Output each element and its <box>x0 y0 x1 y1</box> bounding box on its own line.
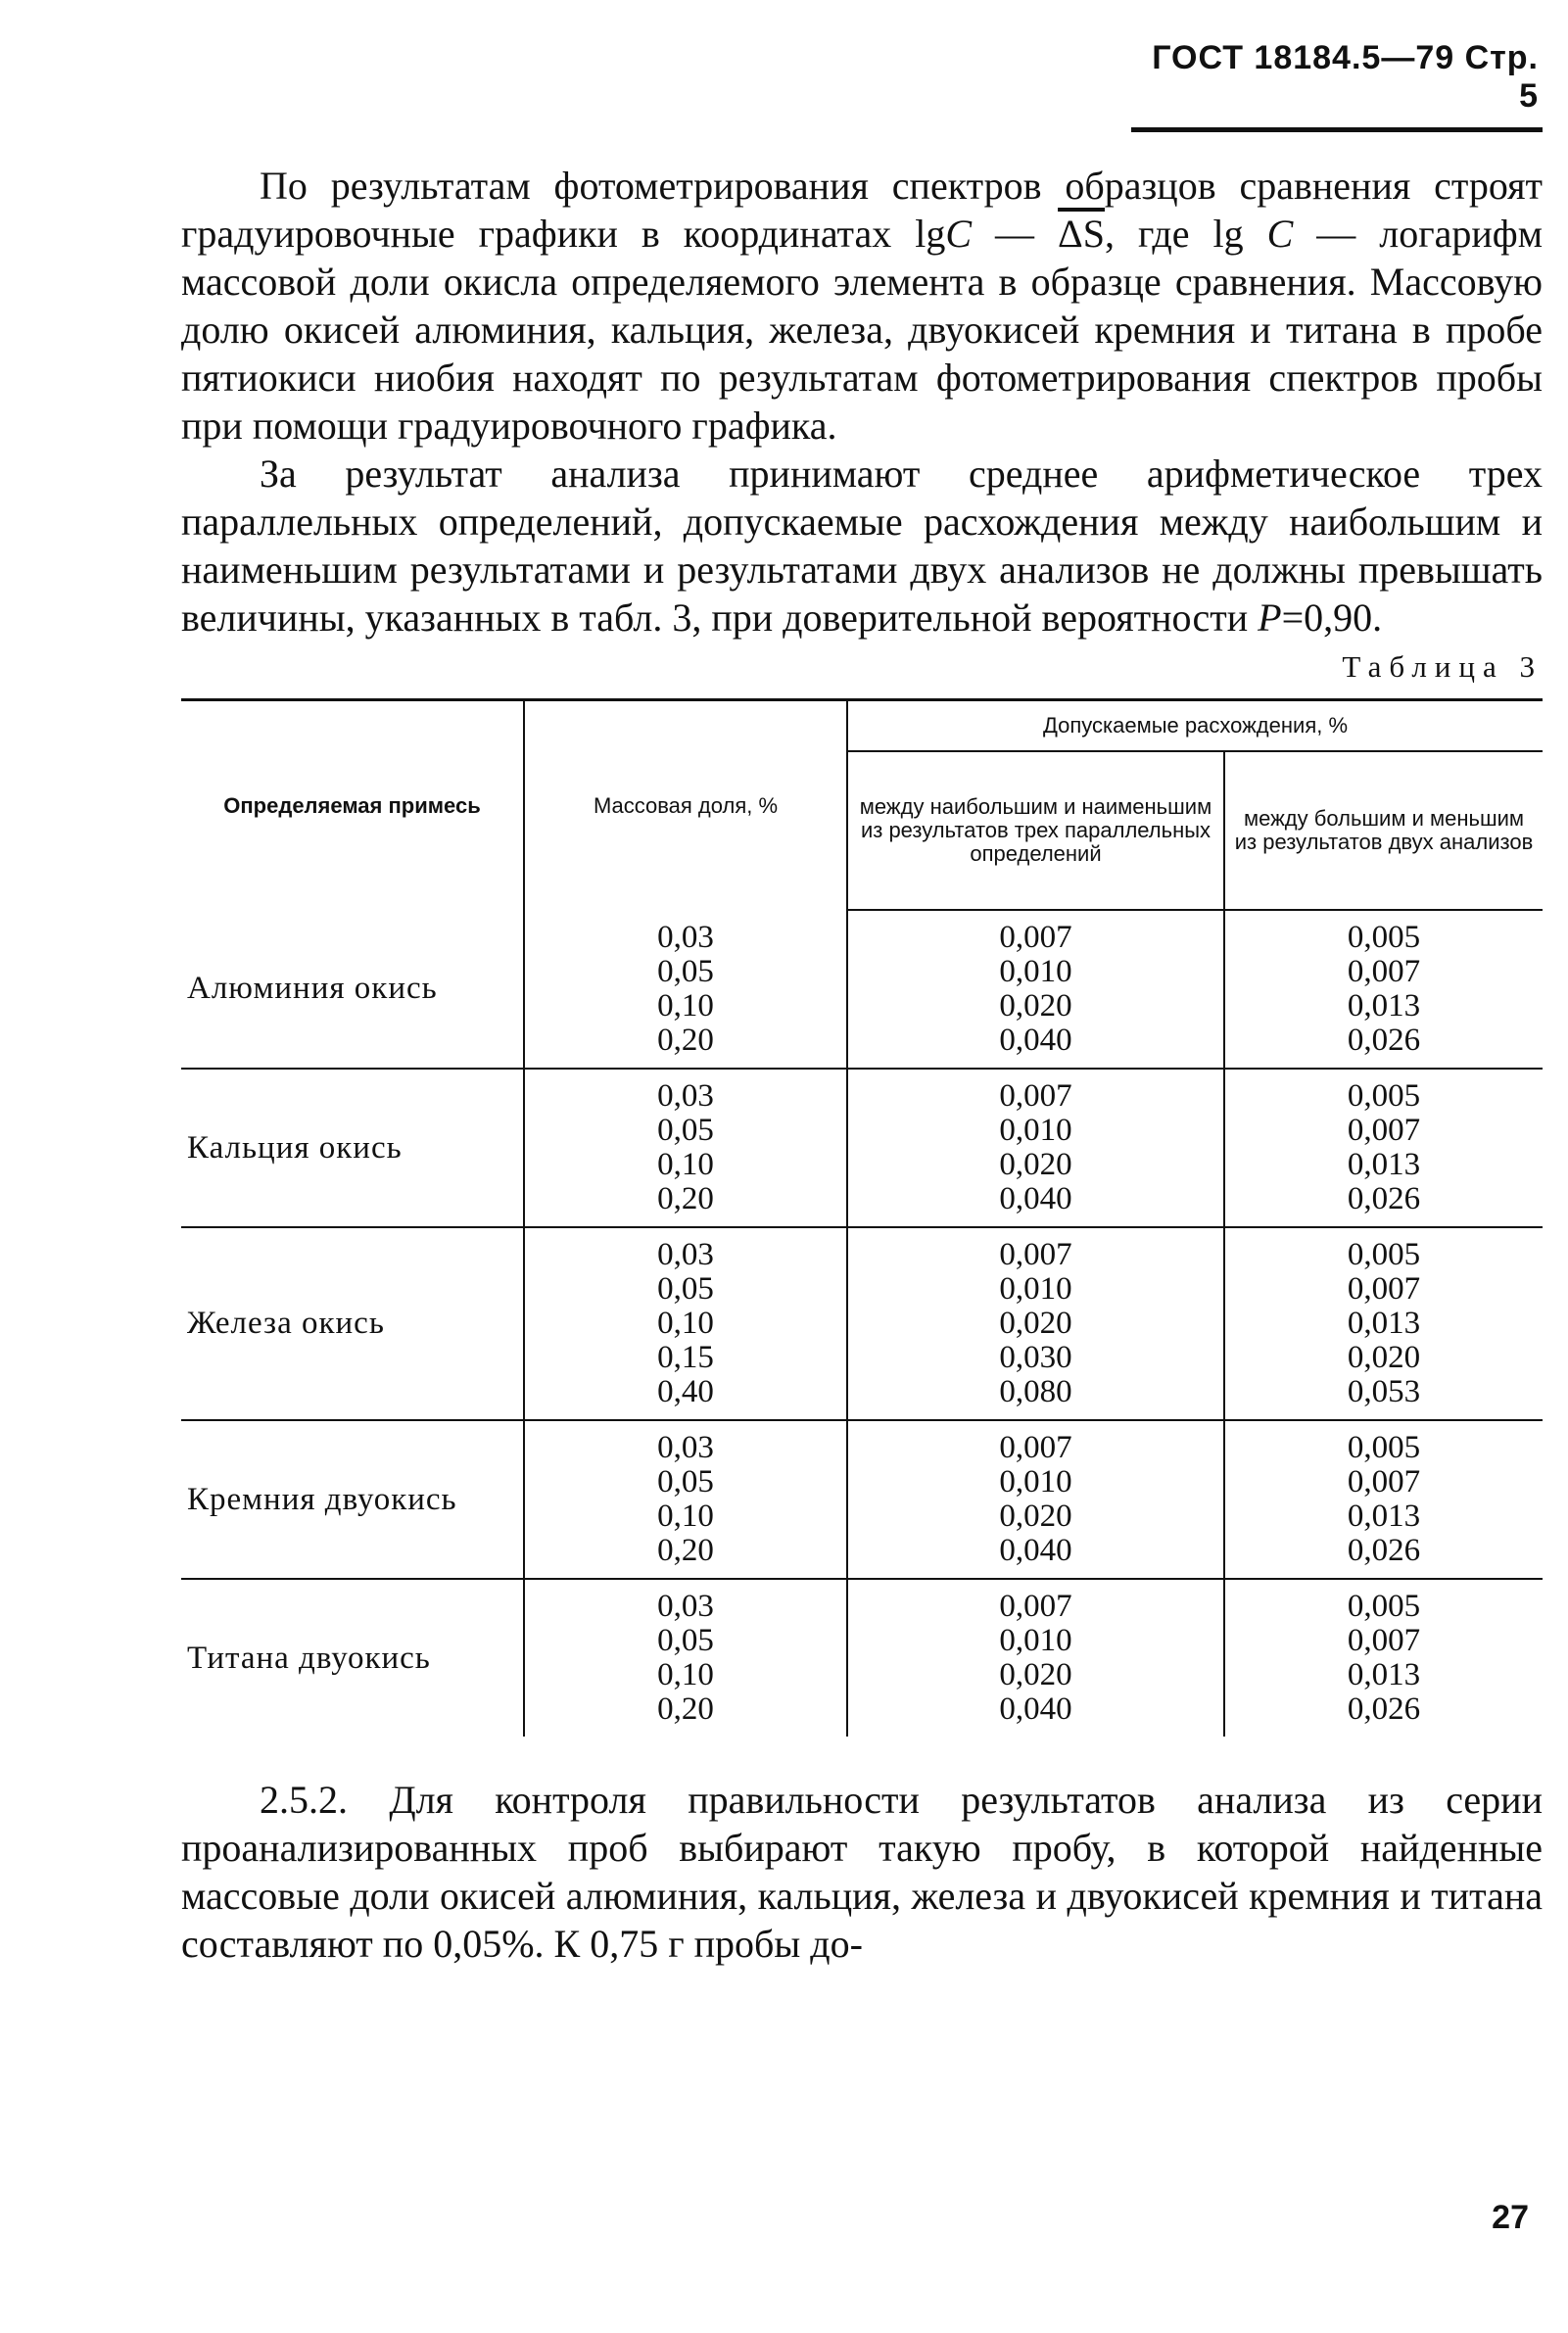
value-three: 0,007 <box>999 1589 1072 1624</box>
impurity-name: Кальция окись <box>181 1069 524 1227</box>
value-three: 0,080 <box>999 1374 1072 1409</box>
impurity-name: Алюминия окись <box>181 910 524 1069</box>
value-two: 0,013 <box>1347 1657 1421 1692</box>
value-two: 0,013 <box>1347 1499 1421 1534</box>
value-mass: 0,03 <box>657 1237 714 1272</box>
value-three: 0,020 <box>999 1499 1072 1534</box>
value-mass: 0,05 <box>657 1464 714 1500</box>
page-number: 27 <box>1492 2199 1529 2236</box>
value-two: 0,013 <box>1347 988 1421 1024</box>
table-body <box>181 910 1543 1737</box>
value-mass: 0,20 <box>657 1181 714 1216</box>
table-caption: Таблица 3 <box>1342 649 1543 684</box>
table-row <box>181 1227 1543 1420</box>
value-two: 0,005 <box>1347 920 1421 955</box>
value-three: 0,007 <box>999 1237 1072 1272</box>
value-three: 0,020 <box>999 1147 1072 1182</box>
table-row <box>181 1420 1543 1579</box>
value-three: 0,020 <box>999 1657 1072 1692</box>
value-mass: 0,05 <box>657 953 714 989</box>
paragraph-result-part2: =0,90. <box>1281 595 1383 640</box>
tolerance-table <box>181 698 1543 1737</box>
value-three: 0,010 <box>999 1623 1072 1658</box>
value-two: 0,007 <box>1347 954 1421 989</box>
value-two: 0,007 <box>1347 1271 1421 1307</box>
value-two: 0,007 <box>1347 1464 1421 1500</box>
value-mass: 0,03 <box>657 1589 714 1624</box>
paragraph-control: 2.5.2. Для контроля правильности результатов анализа из серии проанализированных проб выбирают такую пробу, в которой найденные массовые доли окисей алюминия, кальция, железа и двуокисей кремния и титана составляют по 0,05%. К 0,75 г пробы до- <box>181 1778 1543 1966</box>
value-two: 0,007 <box>1347 1113 1421 1148</box>
cell-mass <box>524 1420 847 1579</box>
header-impurity: Определяемая примесь <box>181 700 524 911</box>
cell-two <box>1224 1227 1543 1420</box>
cell-two <box>1224 910 1543 1069</box>
value-three: 0,030 <box>999 1340 1072 1375</box>
impurity-name: Кремния двуокись <box>181 1420 524 1579</box>
value-two: 0,005 <box>1347 1430 1421 1465</box>
value-three: 0,040 <box>999 1533 1072 1568</box>
value-mass: 0,10 <box>657 1147 714 1182</box>
value-three: 0,010 <box>999 1464 1072 1500</box>
value-mass: 0,20 <box>657 1533 714 1568</box>
cell-two <box>1224 1420 1543 1579</box>
value-mass: 0,20 <box>657 1691 714 1727</box>
value-mass: 0,03 <box>657 1430 714 1465</box>
cell-two <box>1224 1579 1543 1737</box>
impurity-name: Титана двуокись <box>187 1640 431 1676</box>
variable-p: P <box>1258 595 1282 640</box>
variable-delta-s: $\overline{\Delta S}$ <box>1058 212 1106 256</box>
value-two: 0,013 <box>1347 1306 1421 1341</box>
table-row <box>181 1579 1543 1737</box>
value-three: 0,007 <box>999 1078 1072 1114</box>
table-row <box>181 910 1543 1069</box>
table-row <box>181 1069 1543 1227</box>
value-three: 0,020 <box>999 988 1072 1024</box>
cell-mass <box>524 1227 847 1420</box>
value-two: 0,020 <box>1347 1340 1421 1375</box>
cell-mass <box>524 1069 847 1227</box>
cell-two <box>1224 1069 1543 1227</box>
cell-mass <box>524 1579 847 1737</box>
cell-mass <box>524 910 847 1069</box>
paragraph-calibration-part3: — логарифм массовой доли окисла определяемого элемента в образце сравнения. Массовую долю окисей алюминия, кальция, железа, двуокисей кремния и титана в пробе пятиокиси ниобия находят по результатам фотометрирования спектров пробы при помощи градуировочного графика. <box>181 212 1544 448</box>
paragraph-calibration-part2: , где lg <box>1105 212 1267 256</box>
header-between-three: между наибольшим и наименьшим из результатов трех параллельных определений <box>847 751 1224 910</box>
value-two: 0,053 <box>1347 1374 1421 1409</box>
document-page <box>181 39 1543 1968</box>
dash: — <box>972 212 1059 256</box>
value-mass: 0,05 <box>657 1113 714 1148</box>
value-mass: 0,10 <box>657 1306 714 1341</box>
value-two: 0,005 <box>1347 1237 1421 1272</box>
value-three: 0,040 <box>999 1023 1072 1058</box>
value-mass: 0,20 <box>657 1022 714 1058</box>
value-mass: 0,40 <box>657 1374 714 1409</box>
value-three: 0,040 <box>999 1181 1072 1216</box>
value-mass: 0,10 <box>657 1499 714 1534</box>
value-two: 0,005 <box>1347 1589 1421 1624</box>
value-three: 0,007 <box>999 1430 1072 1465</box>
value-three: 0,010 <box>999 1271 1072 1307</box>
value-mass: 0,05 <box>657 1623 714 1658</box>
value-three: 0,010 <box>999 1113 1072 1148</box>
cell-three <box>847 1069 1224 1227</box>
cell-three <box>847 1420 1224 1579</box>
value-three: 0,040 <box>999 1691 1072 1727</box>
value-mass: 0,10 <box>657 1657 714 1692</box>
value-three: 0,007 <box>999 920 1072 955</box>
value-two: 0,026 <box>1347 1023 1421 1058</box>
variable-c-2: C <box>1266 212 1294 256</box>
value-two: 0,005 <box>1347 1078 1421 1114</box>
value-mass: 0,10 <box>657 987 714 1024</box>
header-mass-fraction: Массовая доля, % <box>524 700 847 911</box>
value-two: 0,007 <box>1347 1623 1421 1658</box>
value-mass: 0,15 <box>657 1340 714 1375</box>
cell-three <box>847 910 1224 1069</box>
value-mass: 0,03 <box>657 1078 714 1114</box>
value-two: 0,013 <box>1347 1147 1421 1182</box>
impurity-name: Железа окись <box>181 1227 524 1420</box>
cell-three <box>847 1227 1224 1420</box>
value-mass: 0,03 <box>657 919 714 955</box>
value-two: 0,026 <box>1347 1691 1421 1727</box>
header-allowed: Допускаемые расхождения, % <box>847 700 1543 752</box>
value-mass: 0,05 <box>657 1271 714 1307</box>
cell-three <box>847 1579 1224 1737</box>
paragraph-result <box>181 450 1543 642</box>
paragraph-calibration-part1: По результатам фотометрирования спектров образцов сравнения строят градуировочные графики в координатах lg <box>181 164 1543 256</box>
header-between-two: между большим и меньшим из результатов двух анализов <box>1224 751 1543 910</box>
value-three: 0,020 <box>999 1306 1072 1341</box>
variable-c: C <box>945 212 973 256</box>
paragraph-calibration <box>181 162 1543 450</box>
value-two: 0,026 <box>1347 1533 1421 1568</box>
value-two: 0,026 <box>1347 1181 1421 1216</box>
paragraph-result-part1: За результат анализа принимают среднее арифметическое трех параллельных определений, допускаемые расхождения между наибольшим и наименьшим результатами и результатами двух анализов не должны превышать величины, указанных в табл. 3, при доверительной вероятности <box>181 452 1543 640</box>
value-three: 0,010 <box>999 954 1072 989</box>
page-header: ГОСТ 18184.5—79 Стр. 5 <box>1131 39 1543 132</box>
